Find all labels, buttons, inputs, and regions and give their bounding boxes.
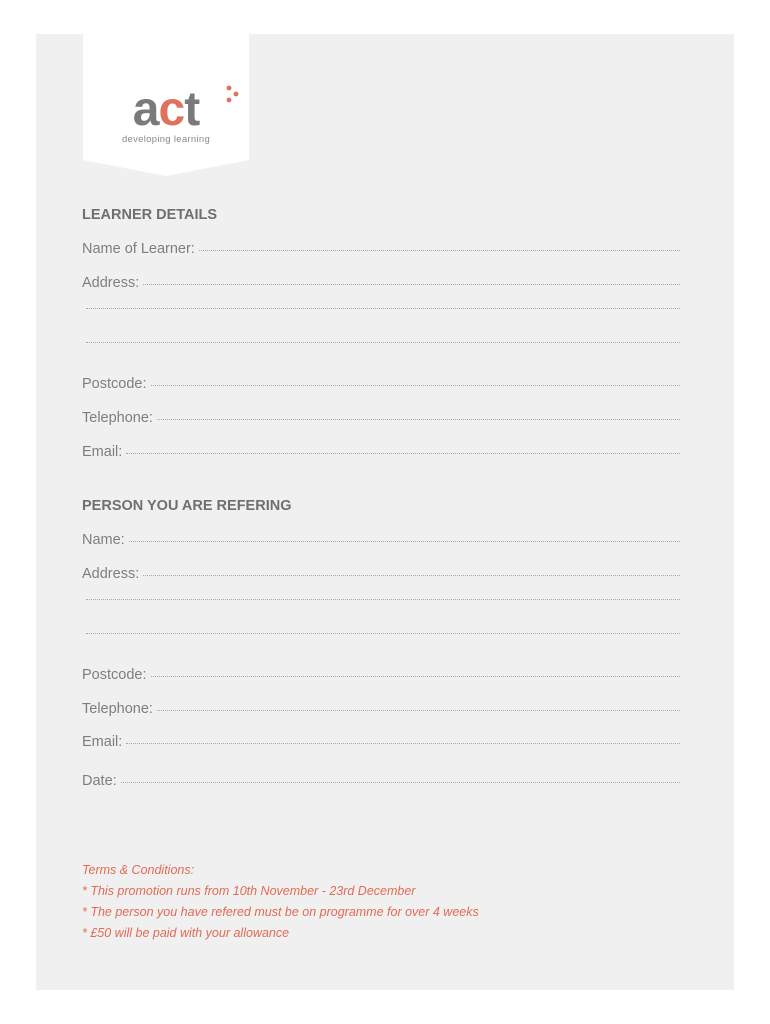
- field-label: Postcode:: [82, 376, 147, 392]
- fill-line: [129, 540, 680, 542]
- terms-item: * £50 will be paid with your allowance: [82, 926, 290, 940]
- logo-dots-icon: [223, 80, 243, 110]
- fill-line: [157, 709, 680, 711]
- learner-address-field[interactable]: [82, 275, 680, 295]
- field-label: Name:: [82, 532, 125, 548]
- referral-name-field[interactable]: [82, 532, 680, 552]
- learner-postcode-field[interactable]: [82, 376, 680, 396]
- field-label: Date:: [82, 773, 117, 789]
- terms-item: * This promotion runs from 10th November - 23rd December: [82, 884, 416, 898]
- field-label: Telephone:: [82, 701, 153, 717]
- referral-postcode-field[interactable]: [82, 667, 680, 687]
- fill-line: [86, 632, 680, 634]
- fill-line: [157, 418, 680, 420]
- fill-line: [199, 249, 680, 251]
- terms-item: * The person you have refered must be on programme for over 4 weeks: [82, 905, 479, 919]
- fill-line: [121, 781, 680, 783]
- fill-line: [126, 742, 680, 744]
- learner-telephone-field[interactable]: [82, 410, 680, 430]
- referral-address-line-2[interactable]: [82, 600, 680, 620]
- fill-line: [126, 452, 680, 454]
- logo-wordmark: act: [132, 83, 200, 136]
- logo-banner: [83, 34, 249, 176]
- learner-name-field[interactable]: [82, 241, 680, 261]
- field-label: Name of Learner:: [82, 241, 195, 257]
- field-label: Postcode:: [82, 667, 147, 683]
- learner-address-line-2[interactable]: [82, 309, 680, 329]
- referral-email-field[interactable]: [82, 734, 680, 754]
- terms-title: Terms & Conditions:: [82, 863, 195, 877]
- fill-line: [151, 675, 681, 677]
- fill-line: [86, 598, 680, 600]
- field-label: Telephone:: [82, 410, 153, 426]
- terms-and-conditions: [82, 860, 479, 944]
- fill-line: [151, 384, 681, 386]
- fill-line: [86, 341, 680, 343]
- date-field[interactable]: [82, 773, 680, 793]
- referral-address-line-3[interactable]: [82, 634, 680, 654]
- fill-line: [143, 574, 680, 576]
- fill-line: [143, 283, 680, 285]
- referral-heading: PERSON YOU ARE REFERING: [82, 498, 292, 514]
- field-label: Address:: [82, 275, 140, 291]
- learner-address-line-3[interactable]: [82, 343, 680, 363]
- referral-telephone-field[interactable]: [82, 701, 680, 721]
- field-label: Address:: [82, 566, 140, 582]
- logo-tagline: developing learning: [121, 134, 211, 145]
- field-label: Email:: [82, 734, 123, 750]
- referral-address-field[interactable]: [82, 566, 680, 586]
- field-label: Email:: [82, 444, 123, 460]
- learner-email-field[interactable]: [82, 444, 680, 464]
- learner-details-heading: LEARNER DETAILS: [82, 207, 218, 223]
- fill-line: [86, 307, 680, 309]
